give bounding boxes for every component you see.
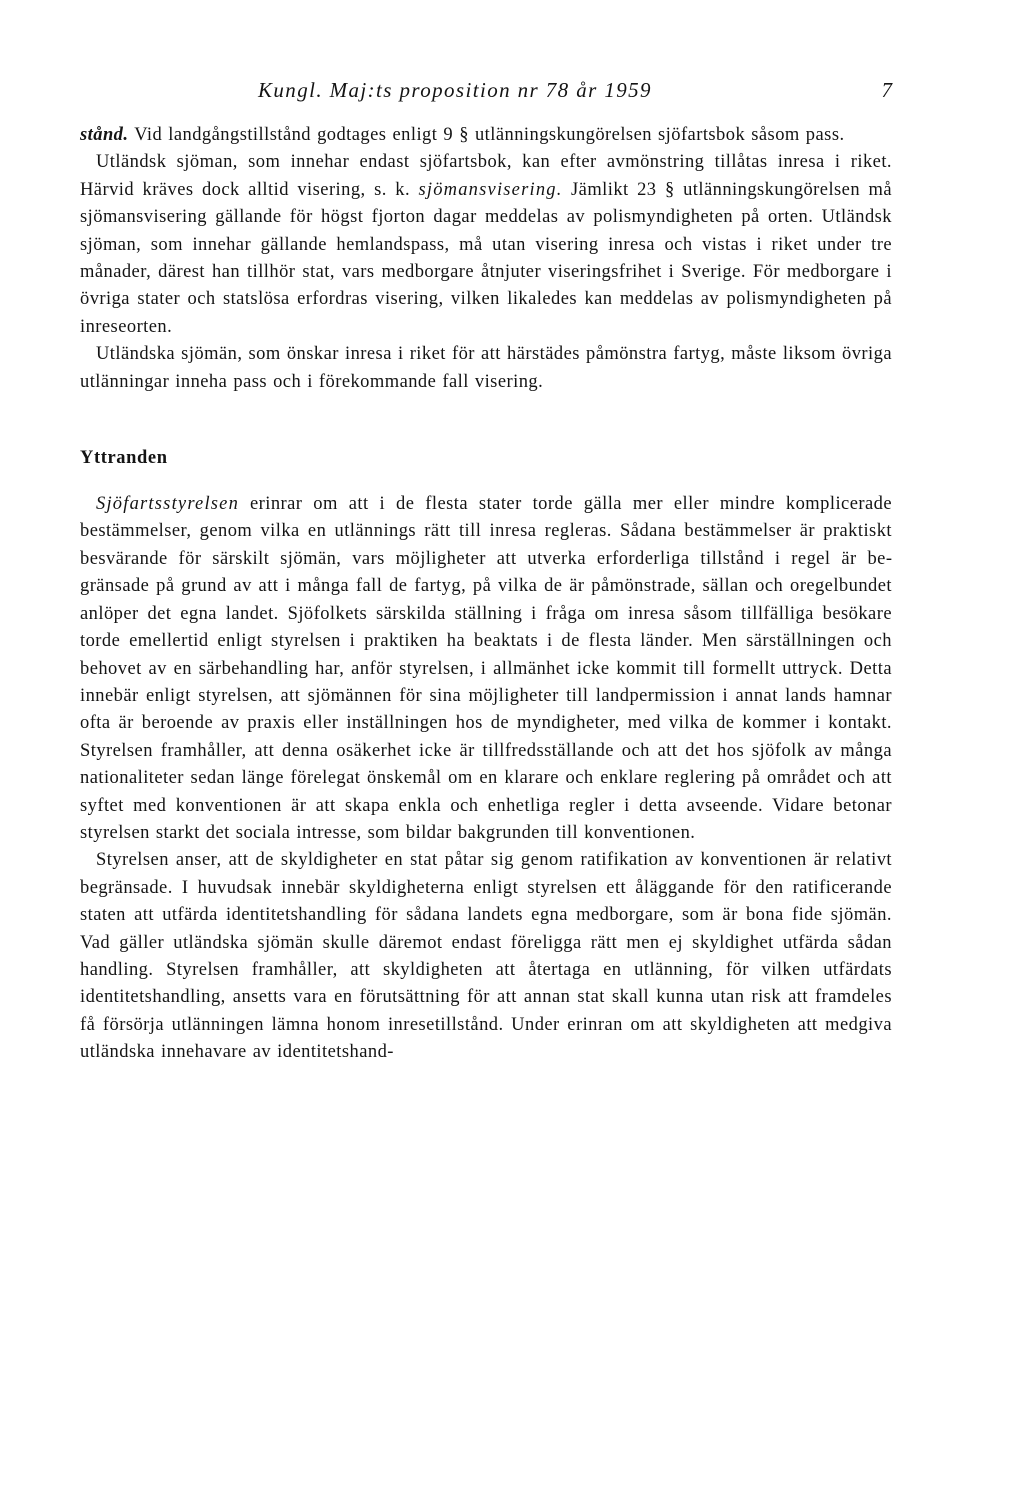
paragraph-sjomansvisering [80,149,892,341]
running-header [80,78,892,108]
paragraph-text: Utländska sjömän, som önskar inresa i riket för att härstädes påmönstra fartyg, måste liksom övriga utlänningar inneha pass och i förekommande fall visering. [80,344,892,392]
emphasized-term: sjömansvisering. [418,179,563,200]
authority-name: Sjöfartsstyrelsen [96,494,240,515]
paragraph-text: Vid landgångstillstånd godtages enligt 9 § utlänningskungörelsen sjöfartsbok såsom pass. [134,125,845,145]
paragraph-skyldigheter [80,847,892,1066]
document-page [80,78,892,1067]
paragraph-text: Jämlikt 23 § utlänningskungörelsen må sjömansvisering gällande för högst fjorton dagar meddelas av polismyndigheten på orten. Utländsk sjöman, som innehar gällande hemlandspass, må utan visering inresa och vistas i riket under tre månader, därest han tillhör stat, vars medborgare åtnjuter viseringsfrihet i Sverige. För medborgare i övriga stater och statslösa erfordras visering, vilken likaledes kan meddelas av polismyndigheten på inreseorten. [80,179,892,337]
paragraph-landgang [80,122,892,149]
page-number: 7 [881,78,892,102]
paragraph-text: Utländsk sjöman, som innehar endast sjöfartsbok, kan efter avmönstring tillåtas inresa i riket. Härvid kräves dock alltid visering, s. k. [80,152,892,200]
paragraph-pamonstra [80,341,892,396]
continued-word: stånd. [80,125,129,145]
paragraph-text: erinrar om att i de flesta stater torde gälla mer eller mindre komplicerade bestämmelser, genom vilka en utlännings rätt till inresa regleras. Sådana bestämmelser är praktiskt besvärande för särskilt sjömän, vars möjligheter att utverka erforderliga tillstånd i regel är begränsade på grund av att i många fall de fartyg, på vilka de är påmönstrade, sällan och oregelbundet anlöper det egna landet. Sjöfolkets särskilda ställning i fråga om inresa såsom tillfälliga besökare torde emellertid enligt styrelsen i praktiken ha beaktats i de flesta länder. Men särställningen och behovet av en särbehandling har, anför styrelsen, i allmänhet icke kommit till formellt uttryck. Detta innebär enligt styrelsen, att sjömännen för sina möjligheter till landpermission i annat lands hamnar ofta är beroende av praxis eller inställningen hos de myndigheter, med vilka de kommer i kontakt. Styrelsen framhåller, att denna osäkerhet icke är tillfredsställande och att det hos sjöfolk av många nationaliteter sedan länge förelegat önskemål om en klarare och enklare reglering på området och att syftet med konventionen är att skapa enkla och enhetliga regler i detta avseende. Vidare betonar styrelsen starkt det sociala intresse, som bildar bakgrunden till konventionen. [80,494,892,843]
running-title: Kungl. Maj:ts proposition nr 78 år 1959 [258,78,652,102]
paragraph-text: Styrelsen anser, att de skyldigheter en stat påtar sig genom ratifikation av konventionen är relativt begränsade. I huvudsak innebär skyldigheterna enligt styrelsen ett åläggande för den ratificerande staten att utfärda identitetshandling för sådana landets egna medborgare, som är bona fide sjömän. Vad gäller utländska sjömän skulle däremot endast föreligga rätt men ej skyldighet utfärda sådan handling. Styrelsen framhåller, att skyldigheten att återtaga en utlänning, för vilken utfärdats identitetshandling, ansetts vara en förutsättning för att annan stat skall kunna utan risk att framdeles få försörja utlänningen lämna honom inresetillstånd. Under erinran om att skyldigheten att medgiva utländska innehavare av identitetshand- [80,850,892,1063]
paragraph-sjofartsstyrelsen [80,491,892,847]
section-heading: Yttranden [80,448,168,469]
